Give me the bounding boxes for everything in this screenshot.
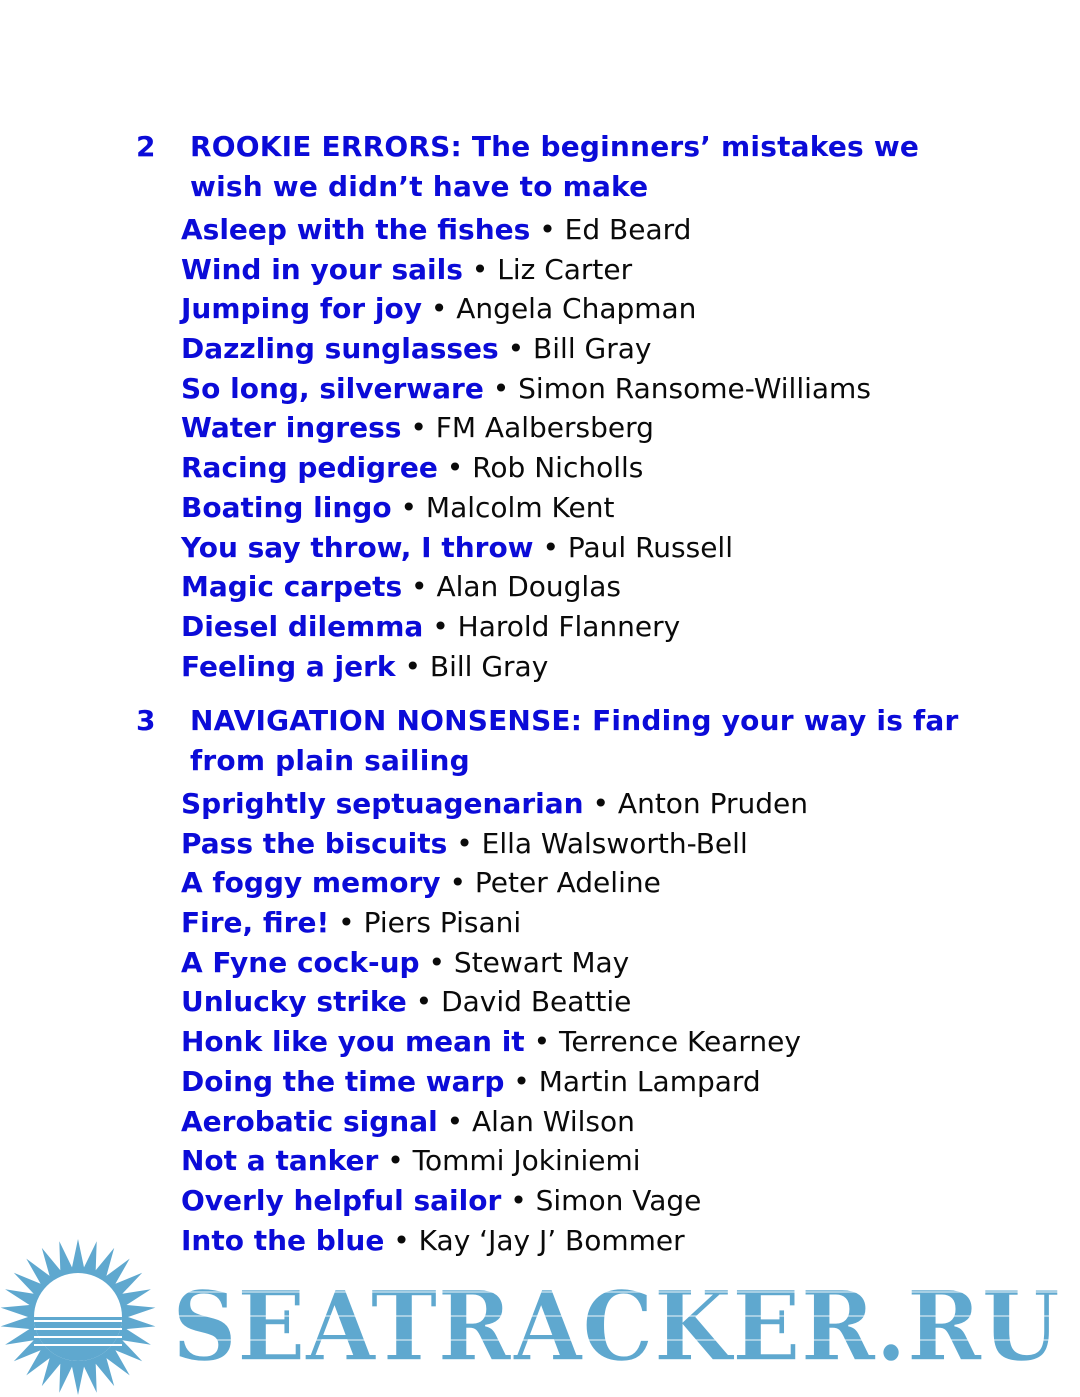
entry-author: Stewart May [453, 945, 630, 979]
entry-separator: • [542, 530, 559, 564]
entry-author: Rob Nicholls [472, 451, 644, 485]
entry-title: You say throw, I throw [181, 530, 534, 564]
entry-title: So long, silverware [181, 371, 484, 405]
list-item [181, 448, 871, 488]
section-heading [0, 127, 1080, 207]
entry-author: Paul Russell [567, 530, 733, 564]
entry-separator: • [533, 1025, 551, 1059]
entry-title: Asleep with the fishes [181, 213, 531, 246]
entry-separator: • [432, 609, 449, 643]
entry-title: Into the blue [181, 1223, 385, 1257]
entry-author: Terrence Kearney [559, 1025, 801, 1059]
list-item [181, 250, 871, 290]
entry-author: David Beattie [441, 985, 632, 1019]
entry-separator: • [446, 451, 464, 485]
entry-title: Doing the time warp [181, 1064, 505, 1098]
entry-author: Simon Vage [535, 1183, 702, 1217]
entry-title: Sprightly septuagenarian [181, 787, 584, 820]
list-item [181, 784, 808, 824]
entry-author: Bill Gray [533, 332, 652, 366]
entry-author: Angela Chapman [456, 292, 697, 326]
entry-separator: • [428, 945, 446, 979]
entry-author: Alan Douglas [436, 570, 621, 604]
sun-over-sea-icon [1, 1239, 156, 1395]
entry-separator: • [492, 371, 510, 405]
entry-author: Piers Pisani [363, 906, 522, 940]
entry-separator: • [456, 826, 473, 860]
entry-separator: • [510, 1183, 527, 1217]
entry-author: FM Aalbersberg [435, 411, 654, 445]
entry-author: Harold Flannery [457, 609, 681, 643]
list-item [181, 488, 871, 528]
entry-title: Jumping for joy [181, 292, 422, 326]
entry-author: Malcolm Kent [425, 490, 615, 524]
entry-author: Kay ‘Jay J’ Bommer [418, 1223, 685, 1257]
entry-list [181, 210, 871, 686]
list-item [181, 1141, 808, 1181]
entry-separator: • [410, 411, 427, 445]
watermark-text: SEATRACKER.RU [172, 1270, 1060, 1383]
list-item [181, 528, 871, 568]
watermark [0, 1232, 1080, 1397]
entry-title: Dazzling sunglasses [181, 332, 499, 366]
section-title: NAVIGATION NONSENSE: Finding your way is far from plain sailing [190, 704, 959, 777]
entry-title: Fire, fire! [181, 906, 330, 940]
list-item [181, 567, 871, 607]
section-title: ROOKIE ERRORS: The beginners’ mistakes we wish we didn’t have to make [190, 130, 920, 203]
entry-separator: • [404, 649, 421, 683]
entry-author: Martin Lampard [538, 1064, 761, 1098]
list-item [181, 369, 871, 409]
list-item [181, 903, 808, 943]
list-item [181, 329, 871, 369]
entry-author: Tommi Jokiniemi [412, 1144, 641, 1178]
list-item [181, 1181, 808, 1221]
entry-title: A foggy memory [181, 866, 441, 900]
entry-title: Not a tanker [181, 1144, 379, 1178]
list-item [181, 982, 808, 1022]
list-item [181, 863, 808, 903]
entry-title: Racing pedigree [181, 451, 438, 485]
list-item [181, 289, 871, 329]
entry-separator: • [539, 213, 556, 246]
section-rookie-errors [0, 127, 1080, 683]
entry-separator: • [449, 866, 466, 900]
entry-separator: • [513, 1064, 530, 1098]
entry-separator: • [430, 292, 448, 326]
entry-title: Aerobatic signal [181, 1104, 438, 1138]
entry-author: Anton Pruden [617, 787, 808, 820]
entry-title: Water ingress [181, 411, 402, 445]
section-number: 2 [136, 130, 156, 163]
list-item [181, 1022, 808, 1062]
entry-separator: • [507, 332, 525, 366]
entry-title: Boating lingo [181, 490, 392, 524]
list-item [181, 607, 871, 647]
entry-separator: • [393, 1223, 410, 1257]
entry-title: Unlucky strike [181, 985, 407, 1019]
entry-separator: • [411, 570, 428, 604]
entry-separator: • [415, 985, 433, 1019]
list-item [181, 1102, 808, 1142]
list-item [181, 824, 808, 864]
entry-separator: • [592, 787, 610, 820]
section-navigation-nonsense [0, 701, 1080, 1257]
entry-title: Diesel dilemma [181, 609, 424, 643]
entry-author: Ella Walsworth-Bell [481, 826, 748, 860]
entry-title: A Fyne cock-up [181, 945, 420, 979]
entry-title: Wind in your sails [181, 252, 463, 286]
entry-title: Pass the biscuits [181, 826, 448, 860]
entry-author: Bill Gray [429, 649, 549, 683]
entry-separator: • [338, 906, 355, 940]
entry-title: Honk like you mean it [181, 1025, 525, 1059]
list-item [181, 943, 808, 983]
section-number: 3 [136, 704, 156, 737]
entry-title: Feeling a jerk [181, 649, 396, 683]
section-heading [0, 701, 1080, 781]
entry-separator: • [446, 1104, 464, 1138]
entry-author: Liz Carter [497, 252, 633, 286]
list-item [181, 1062, 808, 1102]
entry-title: Magic carpets [181, 570, 403, 604]
entry-author: Ed Beard [564, 213, 692, 246]
entry-author: Peter Adeline [474, 866, 661, 900]
entry-separator: • [387, 1144, 404, 1178]
list-item [181, 408, 871, 448]
entry-separator: • [400, 490, 418, 524]
entry-title: Overly helpful sailor [181, 1183, 502, 1217]
entry-author: Simon Ransome-Williams [518, 371, 871, 405]
watermark-svg [0, 1232, 1080, 1397]
entry-author: Alan Wilson [472, 1104, 635, 1138]
entry-list [181, 784, 808, 1260]
entry-separator: • [471, 252, 489, 286]
list-item [181, 647, 871, 687]
list-item [181, 210, 871, 250]
